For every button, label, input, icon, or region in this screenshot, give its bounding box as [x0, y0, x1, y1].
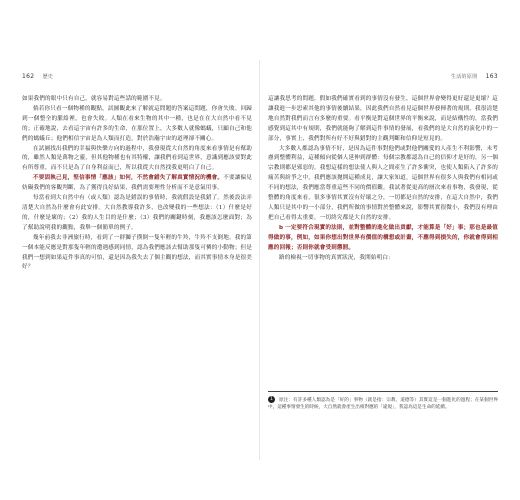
right-emph-text: 一定要符合現實的法則，並對整體的進化做出貢獻，才能算是「好」事；那也是最值得做的事，例如，如果你想出對世界有價值的構想或計畫，不應得到損失的，你就會得到相應的回報；否則你就會受到懲罰。 [268, 224, 498, 251]
left-page-header [22, 73, 252, 80]
left-paragraph-2: 倘若你只看一個物種的觀點，試圖觀此來了解就這問題的答案這問題，你會失敗。回歸到一個整全的脈絡裡，也會失敗。人類在看來生物的其中一種，也是在在大自然中看不見的；正確地說，去看這宇宙有許多的生命，在那位置上，大多數人就像螞蟻，只顧自己和他們的螞蟻丘；他們相信宇宙是為人類而打造，對於浩瀚宇宙的道理卻不關心。 [22, 105, 252, 142]
right-page-header [268, 73, 498, 80]
footnote [268, 396, 498, 411]
right-emph-marker: b [279, 224, 284, 231]
left-emph-text: 不要固執己見，堅信事情「應該」如何，不然會錯失了解真實情況的機會。 [33, 175, 224, 182]
right-paragraph-2: 大多數人都認為事情不好，是因為這件事對他們或對他們關愛的人產生不利影響，未考慮到整體利益，這種傾向從個人延伸到群體：每個宗教都認為自己的信仰才是好的，另一個宗教則都是邪惡的。我想這樣的想法使人與人之間產生了許多衝突，也使人類陷入了許多的痛苦與紛爭之中，我們應該拋開這種成見，讓大家知道，這個世界有很多人與我們有相同或不同的想法，我們應當尊重這些不同的價值觀。我試著從更高的層次來看事物，我發現，從整體的角度來看，很多事情其實沒有好壞之分，一切都是自然的安排，在這大自然中，我們人類只是其中的一小部分，我們所做的事情對於整體來說，影響其實很微小，我們沒有理由把自己看得太重要，一切終究都是大自然的安排。 [268, 145, 498, 221]
left-page-number: 162 [22, 73, 35, 80]
left-page-body [22, 95, 252, 470]
left-paragraph-5: 幾年前我去非洲旅行時，看到了一群獅子撲倒一隻年輕的牛羚，牛羚不支倒地。我的第一個本能反應是對那隻年輕的遭遇感到同情，認為我們應該去幫助那隻可憐的小動物；但是我們一想到如果這件事真的可怕，還是因為我失去了個主觀的想法，而其實事情本身是很美好？ [22, 234, 252, 271]
left-paragraph-3: 在試圖找出我們的幸福與快樂方向的過程中，我發現從大自然的角度來看事情是有幫助的，雖然人類是萬物之靈，但其他物種也有其特權，讓我們看到這世界，意識到應該要對此有所尊重，而不只是為了自身利益而已，所以我從大自然找我更明白了自己。 [22, 145, 252, 172]
book-spine [259, 60, 260, 460]
right-paragraph-1: 這讓我思考的問題，假如我們確實看到的事情沒有發生，這個世界會變得更好還是更壞？這讓我進一步思索其他的事情後續結果，因此我們自然看見這個世界發揮著的規則，我很清楚地自然對我們而言有多麼的重要。看平衡是對這個世界的平衡來說，而是結構性的，當我們感覺到這其中有規則，我們就能夠了解到這件事情的發展，看我們的是大自然的演化中的一部分，事實上，我們對所有好不好與錯對的主觀判斷和信仰是短見的。 [268, 96, 498, 142]
left-paragraph-1: 如果我們的眼中只有自己，就容易對這些話的範圍不見。 [22, 96, 166, 102]
footnote-text: 原注：有許多種人類認為是「好的」事物（就是指：宗教、道德等）其實這是一個進化的過程；在某個世界中，這種事情發生的時候，大自然就會產生出相對應的「違規」，我認為這是生命的延續。 [268, 398, 498, 411]
right-emph-paragraph [268, 224, 498, 254]
left-running-title: 歷史 [42, 74, 54, 80]
right-paragraph-3: 路的檢視一切事物的真實狀況，我開始明白： [279, 254, 394, 261]
left-emph-paragraph [22, 174, 252, 194]
left-emph-rest: 不要讓偏見妨礙我們的客觀判斷，為了獲得良好結果，我們需要理性分析而不是意氣用事。 [22, 175, 252, 192]
right-page-body [268, 95, 498, 388]
footnote-marker: 1 [268, 396, 275, 403]
right-running-title: 生活的原則 [450, 74, 478, 80]
left-paragraph-4: 每當看到大自然中有（或人類）認為是錯誤的事情時，我就假設是我錯了。然後設法弄清楚大自然為什麼會有此安排。大自然教導我許多，也改變我的一些想法：（1）什麼是好的，什麼是壞的；（2）我的人生目的是什麼；（3）我們的關鍵時刻，我應該怎麼面對；為了幫助說明我的觀點，我舉一個簡單的例子。 [22, 195, 252, 231]
footnote-divider [268, 391, 498, 392]
right-page-number: 163 [485, 73, 498, 80]
